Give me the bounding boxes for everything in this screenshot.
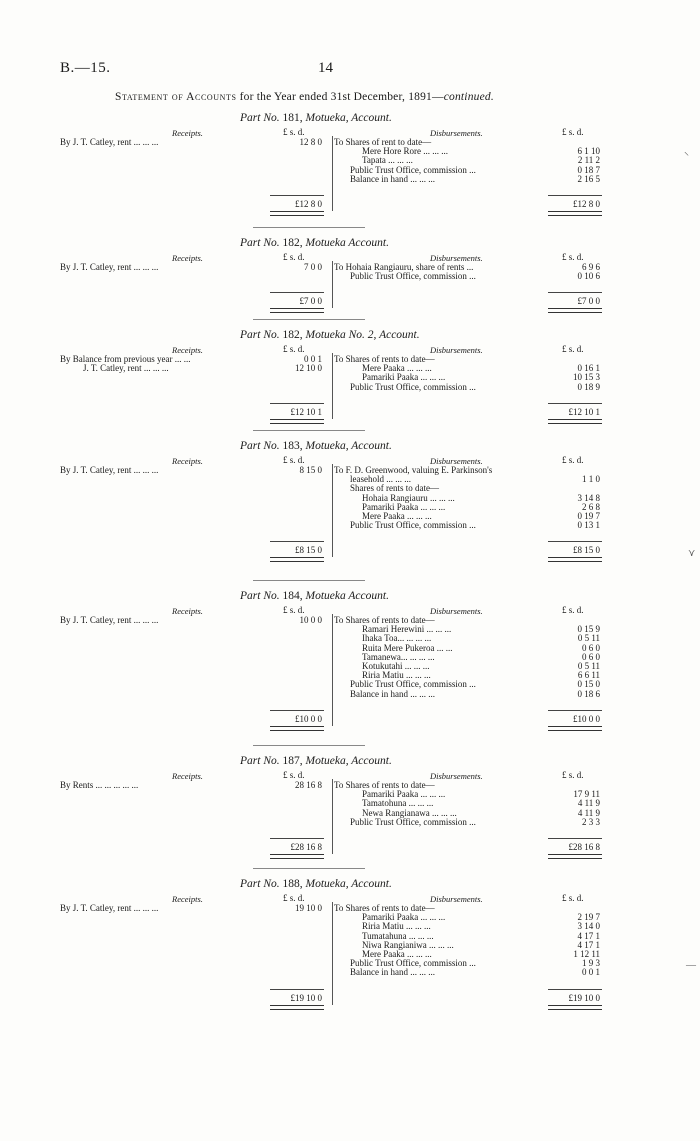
receipts-total-rule xyxy=(270,308,324,313)
disbursements-total: £19 10 0 xyxy=(568,992,600,1003)
disbursements-subtotal-rule xyxy=(548,403,602,404)
column-divider xyxy=(332,136,333,211)
receipts-total: £7 0 0 xyxy=(299,296,322,307)
disbursement-amount: 2 6 8 xyxy=(582,501,600,512)
account-title xyxy=(240,329,420,341)
section-separator xyxy=(253,580,365,581)
disbursement-entry: To Shares of rents to date— xyxy=(334,615,435,625)
disbursement-amount: 17 9 11 xyxy=(573,789,600,800)
receipt-amount: 12 10 0 xyxy=(295,363,322,374)
disbursements-label: Disbursements. xyxy=(430,606,483,616)
receipt-amount: 0 0 1 xyxy=(304,354,322,364)
receipts-subtotal-rule xyxy=(270,989,324,990)
receipts-subtotal-rule xyxy=(270,195,324,196)
account-title xyxy=(240,440,392,452)
disbursements-total-rule xyxy=(548,557,602,562)
account-number: 181, xyxy=(282,112,303,124)
receipts-subtotal-rule xyxy=(270,838,324,839)
disbursements-total: £7 0 0 xyxy=(577,296,600,307)
disbursements-label: Disbursements. xyxy=(430,253,483,263)
disbursement-amount: 2 3 3 xyxy=(582,816,600,827)
receipts-label: Receipts. xyxy=(172,345,203,355)
disbursement-amount: 10 15 3 xyxy=(573,372,600,383)
disbursement-amount: 0 15 9 xyxy=(577,624,600,635)
disbursement-entry: Tamatohuna ... ... ... xyxy=(362,798,434,809)
disbursements-label: Disbursements. xyxy=(430,894,483,904)
account-number: 184, xyxy=(282,590,303,602)
receipt-amount: 28 16 8 xyxy=(295,780,322,790)
disbursement-entry: Mere Paaka ... ... ... xyxy=(362,363,432,374)
disbursements-total-rule xyxy=(548,211,602,216)
receipts-label: Receipts. xyxy=(172,894,203,904)
disbursements-label: Disbursements. xyxy=(430,345,483,355)
receipts-label: Receipts. xyxy=(172,128,203,138)
disbursement-entry: Tumatahuna ... ... ... xyxy=(362,930,434,941)
disbursement-entry: Public Trust Office, commission ... xyxy=(350,958,476,969)
disbursement-amount: 1 9 3 xyxy=(582,958,600,969)
disbursement-entry: Pamariki Paaka ... ... ... xyxy=(362,789,446,800)
account-title-part: Part No. xyxy=(240,440,280,452)
receipts-total-rule xyxy=(270,854,324,859)
page-reference: B.—15. xyxy=(60,60,111,76)
disbursement-amount: 6 1 10 xyxy=(577,146,600,157)
account-number: 182, xyxy=(282,329,303,341)
receipts-label: Receipts. xyxy=(172,606,203,616)
section-separator xyxy=(253,430,365,431)
account-title xyxy=(240,755,392,767)
disbursement-amount: 0 0 1 xyxy=(582,967,600,978)
disbursement-entry: Balance in hand ... ... ... xyxy=(350,967,435,978)
receipts-total: £12 10 1 xyxy=(290,406,322,417)
disbursements-currency-header: £ s. d. xyxy=(562,893,584,903)
column-divider xyxy=(332,261,333,308)
margin-mark: ⸌ xyxy=(684,151,689,162)
disbursement-amount: 4 11 9 xyxy=(577,798,600,809)
disbursement-entry: Public Trust Office, commission ... xyxy=(350,164,476,175)
title-continued: continued. xyxy=(443,91,494,103)
receipt-amount: 8 15 0 xyxy=(299,465,322,475)
disbursement-entry: Shares of rents to date— xyxy=(350,483,439,494)
account-title-part: Part No. xyxy=(240,590,280,602)
margin-mark: ⋎ xyxy=(688,548,696,559)
disbursements-currency-header: £ s. d. xyxy=(562,252,584,262)
account-title xyxy=(240,237,389,249)
disbursement-amount: 2 11 2 xyxy=(577,155,600,166)
disbursement-amount: 4 17 1 xyxy=(577,939,600,950)
receipt-entry: By J. T. Catley, rent ... ... ... xyxy=(60,615,159,625)
account-number: 187, xyxy=(282,755,303,767)
account-name: Motueka Account. xyxy=(305,237,389,249)
account-name: Motueka, Account. xyxy=(305,440,392,452)
title-statement: Statement of Accounts xyxy=(115,91,237,103)
receipt-amount: 12 8 0 xyxy=(299,137,322,147)
disbursement-entry: Ihaka Toa... ... ... ... xyxy=(362,633,432,644)
disbursement-amount: 2 16 5 xyxy=(577,173,600,184)
receipt-entry: By Balance from previous year ... ... xyxy=(60,354,191,364)
disbursements-label: Disbursements. xyxy=(430,456,483,466)
disbursement-amount: 0 15 0 xyxy=(577,679,600,690)
receipt-amount: 19 10 0 xyxy=(295,903,322,913)
section-separator xyxy=(253,745,365,746)
disbursement-entry: leasehold ... ... ... xyxy=(350,474,411,485)
disbursement-entry: Mere Hore Rore ... ... ... xyxy=(362,146,448,157)
receipts-total: £12 8 0 xyxy=(295,199,322,209)
receipts-currency-header: £ s. d. xyxy=(283,770,305,780)
account-title-part: Part No. xyxy=(240,237,280,249)
account-name: Motueka No. 2, Account. xyxy=(305,329,420,341)
disbursement-entry: To Shares of rents to date— xyxy=(334,780,435,790)
disbursement-entry: Pamariki Paaka ... ... ... xyxy=(362,372,446,383)
disbursement-entry: Public Trust Office, commission ... xyxy=(350,271,476,282)
receipt-entry: By J. T. Catley, rent ... ... ... xyxy=(60,465,159,475)
disbursement-entry: Balance in hand ... ... ... xyxy=(350,688,435,699)
receipts-total: £28 16 8 xyxy=(290,842,322,852)
disbursements-total: £10 0 0 xyxy=(573,713,600,724)
disbursement-entry: Niwa Rangianiwa ... ... ... xyxy=(362,939,454,950)
disbursements-currency-header: £ s. d. xyxy=(562,770,584,780)
disbursement-entry: Newa Rangianawa ... ... ... xyxy=(362,807,457,818)
account-number: 188, xyxy=(282,878,303,890)
receipts-subtotal-rule xyxy=(270,292,324,293)
receipts-label: Receipts. xyxy=(172,456,203,466)
column-divider xyxy=(332,779,333,854)
section-separator xyxy=(253,319,365,320)
disbursement-entry: To Hohaia Rangiauru, share of rents ... xyxy=(334,262,474,272)
disbursements-subtotal-rule xyxy=(548,541,602,542)
disbursement-entry: Riria Matiu ... ... ... xyxy=(362,921,431,932)
receipt-entry: By Rents ... ... ... ... ... xyxy=(60,780,139,790)
disbursement-entry: To Shares of rents to date— xyxy=(334,354,435,364)
disbursement-amount: 0 16 1 xyxy=(577,363,600,374)
disbursement-amount: 0 5 11 xyxy=(577,633,600,644)
account-title-part: Part No. xyxy=(240,112,280,124)
disbursements-currency-header: £ s. d. xyxy=(562,605,584,615)
margin-mark: — xyxy=(686,960,696,971)
disbursements-total: £12 10 1 xyxy=(568,406,600,417)
disbursements-currency-header: £ s. d. xyxy=(562,344,584,354)
column-divider xyxy=(332,464,333,557)
receipts-currency-header: £ s. d. xyxy=(283,455,305,465)
receipt-amount: 10 0 0 xyxy=(299,615,322,625)
disbursement-entry: Pamariki Paaka ... ... ... xyxy=(362,912,446,923)
disbursements-total-rule xyxy=(548,854,602,859)
section-separator xyxy=(253,227,365,228)
disbursements-subtotal-rule xyxy=(548,195,602,196)
account-name: Motueka, Account. xyxy=(305,755,392,767)
disbursement-entry: To Shares of rent to date— xyxy=(334,137,432,147)
account-title xyxy=(240,112,392,124)
section-separator xyxy=(253,868,365,869)
disbursement-entry: Tapata ... ... ... xyxy=(362,155,413,166)
disbursement-entry: Tamanewa... ... ... ... xyxy=(362,651,435,662)
receipts-currency-header: £ s. d. xyxy=(283,344,305,354)
receipt-entry: By J. T. Catley, rent ... ... ... xyxy=(60,903,159,913)
receipt-entry: By J. T. Catley, rent ... ... ... xyxy=(60,262,159,272)
disbursements-currency-header: £ s. d. xyxy=(562,127,584,137)
receipts-total: £8 15 0 xyxy=(295,545,322,556)
disbursement-entry: To F. D. Greenwood, valuing E. Parkinson's xyxy=(334,465,493,475)
disbursements-subtotal-rule xyxy=(548,292,602,293)
disbursements-total-rule xyxy=(548,1005,602,1010)
account-title-part: Part No. xyxy=(240,329,280,341)
account-name: Motueka, Account. xyxy=(305,878,392,890)
receipts-currency-header: £ s. d. xyxy=(283,252,305,262)
disbursement-amount: 0 6 0 xyxy=(582,651,600,662)
disbursements-currency-header: £ s. d. xyxy=(562,455,584,465)
disbursements-label: Disbursements. xyxy=(430,128,483,138)
disbursement-amount: 0 18 6 xyxy=(577,688,600,699)
account-title xyxy=(240,878,392,890)
document-title xyxy=(115,91,494,103)
disbursement-entry: Ruita Mere Pukeroa ... ... xyxy=(362,642,453,653)
column-divider xyxy=(332,614,333,726)
disbursement-amount: 3 14 8 xyxy=(577,492,600,503)
account-number: 183, xyxy=(282,440,303,452)
receipts-subtotal-rule xyxy=(270,541,324,542)
account-name: Motueka Account. xyxy=(305,590,389,602)
disbursement-amount: 0 5 11 xyxy=(577,661,600,671)
disbursements-total-rule xyxy=(548,419,602,424)
disbursement-amount: 4 11 9 xyxy=(577,807,600,818)
receipts-subtotal-rule xyxy=(270,710,324,711)
disbursement-amount: 2 19 7 xyxy=(577,912,600,923)
disbursement-amount: 0 18 7 xyxy=(577,164,600,175)
title-middle: for the Year ended 31st December, 1891— xyxy=(236,91,444,103)
disbursement-entry: Public Trust Office, commission ... xyxy=(350,816,476,827)
disbursements-total: £12 8 0 xyxy=(573,199,600,209)
receipts-total-rule xyxy=(270,726,324,731)
disbursement-amount: 1 1 0 xyxy=(582,474,600,485)
receipts-total-rule xyxy=(270,1005,324,1010)
column-divider xyxy=(332,902,333,1005)
disbursements-subtotal-rule xyxy=(548,838,602,839)
account-number: 182, xyxy=(282,237,303,249)
disbursements-total-rule xyxy=(548,308,602,313)
disbursement-amount: 0 10 6 xyxy=(577,271,600,282)
receipts-label: Receipts. xyxy=(172,771,203,781)
receipts-total-rule xyxy=(270,211,324,216)
receipt-amount: 7 0 0 xyxy=(304,262,322,272)
receipts-total: £10 0 0 xyxy=(295,713,322,724)
account-title-part: Part No. xyxy=(240,878,280,890)
disbursement-entry: Public Trust Office, commission ... xyxy=(350,520,476,531)
page-number: 14 xyxy=(318,60,333,76)
disbursement-amount: 0 6 0 xyxy=(582,642,600,653)
account-name: Motueka, Account. xyxy=(305,112,392,124)
account-title xyxy=(240,590,389,602)
receipt-entry: By J. T. Catley, rent ... ... ... xyxy=(60,137,159,147)
disbursements-subtotal-rule xyxy=(548,989,602,990)
disbursement-entry: To Shares of rents to date— xyxy=(334,903,435,913)
disbursement-entry: Mere Paaka ... ... ... xyxy=(362,511,432,521)
disbursement-entry: Pamariki Paaka ... ... ... xyxy=(362,501,446,512)
receipts-total-rule xyxy=(270,557,324,562)
disbursement-entry: Ramari Herewini ... ... ... xyxy=(362,624,452,635)
disbursement-amount: 1 12 11 xyxy=(573,949,600,959)
disbursement-entry: Hohaia Rangiauru ... ... ... xyxy=(362,492,455,503)
disbursements-subtotal-rule xyxy=(548,710,602,711)
receipts-currency-header: £ s. d. xyxy=(283,127,305,137)
disbursement-entry: Riria Matiu ... ... ... xyxy=(362,670,431,681)
disbursement-entry: Mere Paaka ... ... ... xyxy=(362,949,432,959)
receipts-total: £19 10 0 xyxy=(290,992,322,1003)
disbursement-amount: 0 13 1 xyxy=(577,520,600,531)
disbursement-amount: 0 18 9 xyxy=(577,381,600,392)
receipts-subtotal-rule xyxy=(270,403,324,404)
disbursements-total-rule xyxy=(548,726,602,731)
disbursement-amount: 4 17 1 xyxy=(577,930,600,941)
disbursements-total: £8 15 0 xyxy=(573,545,600,556)
receipts-currency-header: £ s. d. xyxy=(283,893,305,903)
disbursement-entry: Kotukutahi ... ... ... xyxy=(362,661,430,671)
receipt-entry: J. T. Catley, rent ... ... ... xyxy=(83,363,169,374)
receipts-label: Receipts. xyxy=(172,253,203,263)
receipts-total-rule xyxy=(270,419,324,424)
disbursement-entry: Public Trust Office, commission ... xyxy=(350,679,476,690)
receipts-currency-header: £ s. d. xyxy=(283,605,305,615)
disbursement-entry: Public Trust Office, commission ... xyxy=(350,381,476,392)
disbursement-amount: 6 6 11 xyxy=(577,670,600,681)
column-divider xyxy=(332,353,333,419)
disbursement-amount: 3 14 0 xyxy=(577,921,600,932)
disbursements-total: £28 16 8 xyxy=(568,842,600,852)
account-title-part: Part No. xyxy=(240,755,280,767)
disbursement-amount: 6 9 6 xyxy=(582,262,600,272)
disbursement-entry: Balance in hand ... ... ... xyxy=(350,173,435,184)
disbursements-label: Disbursements. xyxy=(430,771,483,781)
disbursement-amount: 0 19 7 xyxy=(577,511,600,521)
